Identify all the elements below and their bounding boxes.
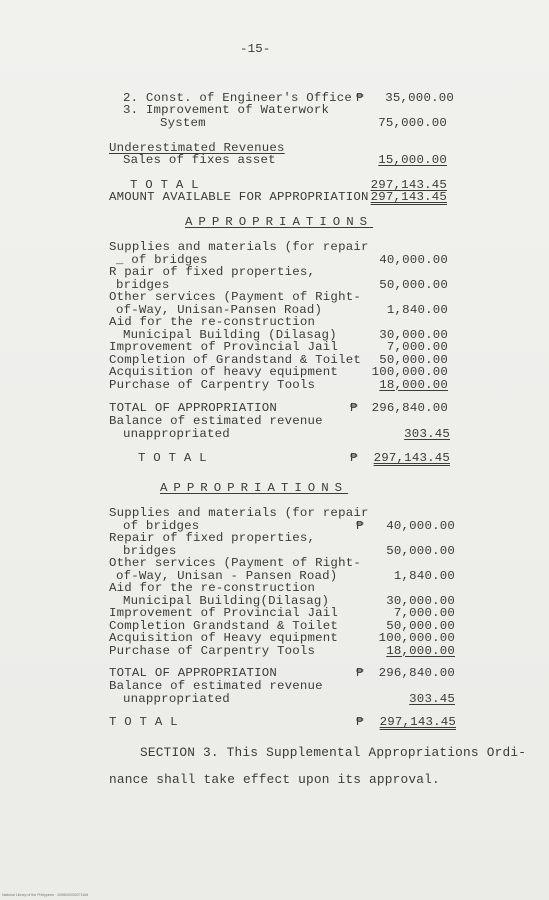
s2-balance-line2: unappropriated [123,692,230,706]
peso-sign: ₱ [356,91,364,105]
appropriation-line-text: bridges [116,277,170,292]
sales-label: Sales of fixes asset [123,153,276,167]
appropriation-line-amount: 50,000.00 [379,277,448,292]
appropriation-line-amount: 7,000.00 [393,606,455,620]
amount-available-label: AMOUNT AVAILABLE FOR APPROPRIATION [109,190,369,204]
appropriation-line-text: Supplies and materials (for repair [109,240,369,254]
appropriation-line-amount: 50,000.00 [379,352,448,367]
s2-balance-line1: Balance of estimated revenue [109,679,323,693]
peso-sign: ₱ [350,401,358,415]
appropriation-line-amount: 30,000.00 [379,327,448,342]
s2-balance-amount: 303.45 [409,692,455,706]
appropriation-line-text: of bridges [123,518,200,533]
peso-sign: ₱ [356,715,364,729]
appropriation-line-text: Other services (Payment of Right- [109,556,361,570]
s2-total-appropriation-label: TOTAL OF APPROPRIATION [109,666,277,680]
item-2-label: 2. Const. of Engineer's Office [123,91,353,105]
appropriation-line-amount: 1,840.00 [386,302,448,317]
underestimated-revenues-heading: Underestimated Revenues [109,141,285,155]
appropriation-line-text: Completion of Grandstand & Toilet [109,352,361,367]
item-2-amount: 35,000.00 [385,91,454,105]
appropriation-line-text: of-Way, Unisan-Pansen Road) [116,302,323,317]
top-total-label: T O T A L [130,178,199,192]
appropriation-line-text: Other services (Payment of Right- [109,290,361,304]
appropriation-line-text: Acquisition of Heavy equipment [109,631,339,645]
item-3-label-line2: System [160,116,206,130]
section3-line1: SECTION 3. This Supplemental Appropriations Ordi- [140,745,527,760]
s1-total-label: T O T A L [138,451,207,465]
appropriation-line-text: Acquisition of heavy equipment [109,365,339,379]
s2-total-appropriation-amount: 296,840.00 [378,666,455,680]
appropriation-line-amount: 7,000.00 [386,340,448,354]
appropriation-line-text: R pair of fixed properties, [109,265,316,279]
item-3-label-line1: 3. Improvement of Waterwork [123,103,330,117]
appropriation-line-text: Purchase of Carpentry Tools [109,377,316,392]
page-number: -15- [240,42,271,56]
footer-stamp: National Library of the Philippines · 2008000000271168 [2,893,89,897]
appropriation-line-amount: 50,000.00 [386,543,455,558]
appropriation-line-text: Completion Grandstand & Toilet [109,618,339,633]
appropriation-line-text: Improvement of Provincial Jail [109,340,339,354]
s1-balance-line2: unappropriated [123,427,230,441]
peso-sign: ₱ [356,666,364,680]
appropriation-line-text: Municipal Building(Dilasag) [123,593,330,608]
appropriation-line-amount: 100,000.00 [371,365,448,379]
peso-sign: ₱ [356,518,364,533]
appropriation-line-text: Improvement of Provincial Jail [109,606,339,620]
appropriation-line-text: Supplies and materials (for repair [109,506,369,520]
appropriation-line-text: Municipal Building (Dilasag) [123,327,337,342]
section1-heading: APPROPRIATIONS [185,215,374,229]
appropriation-line-text: Repair of fixed properties, [109,531,316,545]
appropriation-line-text: Purchase of Carpentry Tools [109,643,316,658]
appropriation-line-amount: 1,840.00 [393,568,455,583]
appropriation-line-amount: 18,000.00 [386,643,455,658]
appropriation-line-amount: 100,000.00 [378,631,455,645]
s1-total-amount: 297,143.45 [373,451,450,465]
appropriation-line-text: _ of bridges [116,252,208,267]
appropriation-line-text: Aid for the re-construction [109,315,316,329]
item-3-amount: 75,000.00 [378,116,447,130]
s1-balance-amount: 303.45 [404,427,450,441]
appropriation-line-amount: 18,000.00 [379,377,448,392]
appropriation-line-amount: 30,000.00 [386,593,455,608]
amount-available-value: 297,143.45 [370,190,447,204]
appropriation-line-amount: 50,000.00 [386,618,455,633]
s1-balance-line1: Balance of estimated revenue [109,414,323,428]
appropriation-line-amount: 40,000.00 [386,518,455,533]
s1-total-appropriation-amount: 296,840.00 [371,401,448,415]
appropriation-line-text: bridges [123,543,177,558]
top-total-amount: 297,143.45 [370,178,447,192]
s2-total-amount: 297,143.45 [379,715,456,729]
s1-total-appropriation-label: TOTAL OF APPROPRIATION [109,401,277,415]
appropriation-line-text: of-Way, Unisan - Pansen Road) [116,568,338,583]
appropriation-line-amount: 40,000.00 [379,252,448,267]
appropriation-line-text: Aid for the re-construction [109,581,316,595]
sales-amount: 15,000.00 [378,153,447,167]
peso-sign: ₱ [350,451,358,465]
s2-total-label: T O T A L [109,715,178,729]
section3-line2: nance shall take effect upon its approval. [109,772,440,787]
section2-heading: APPROPRIATIONS [160,481,349,495]
